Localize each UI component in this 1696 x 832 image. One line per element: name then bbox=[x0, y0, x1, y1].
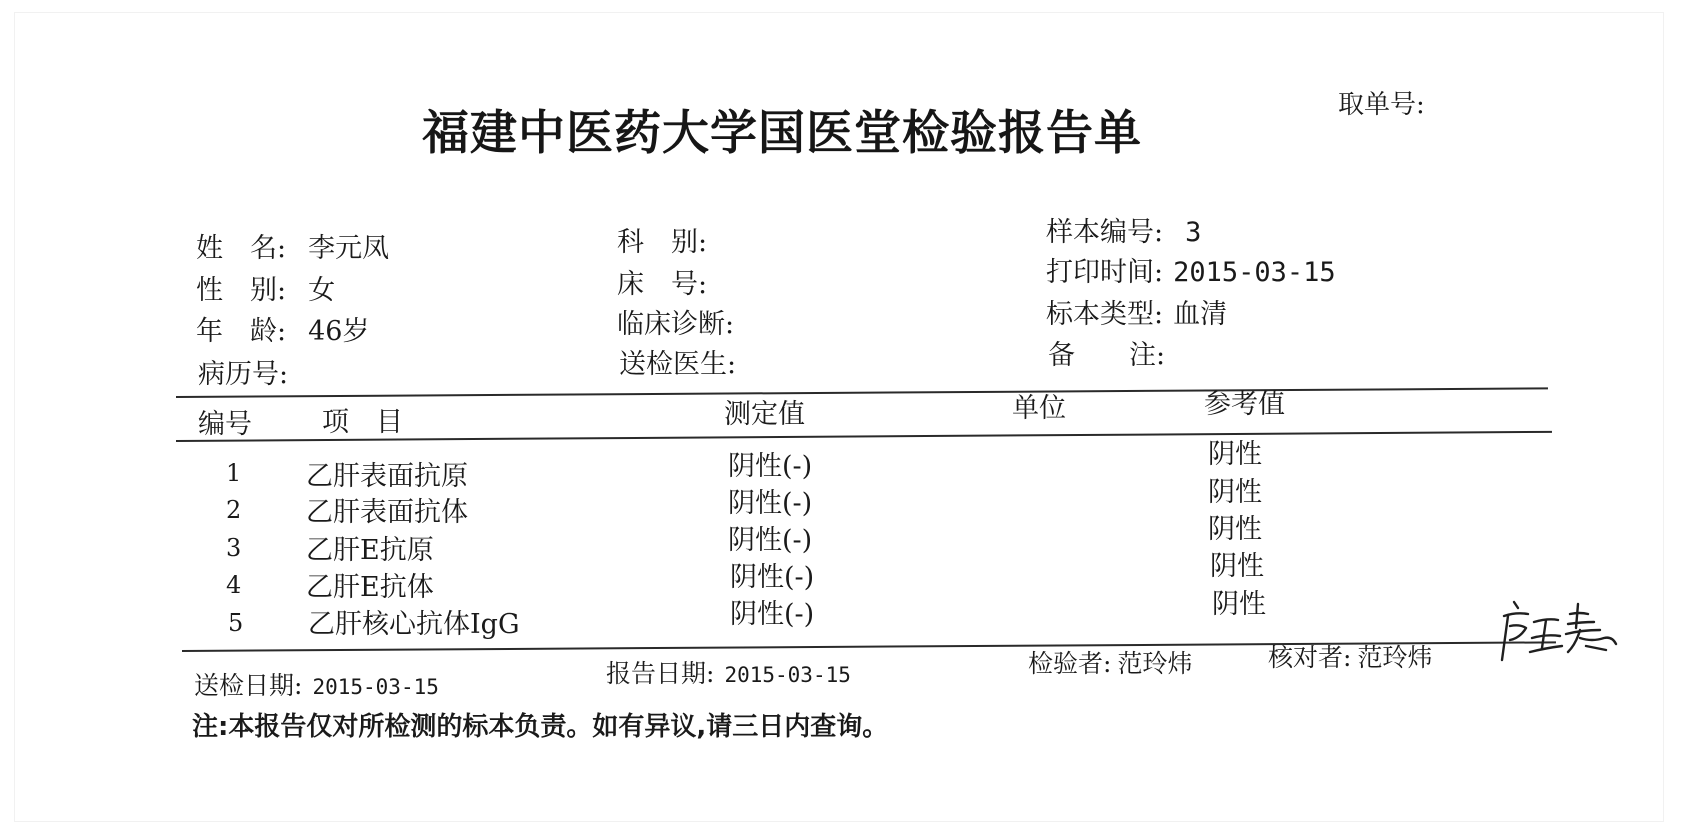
row-number: 4 bbox=[226, 571, 242, 599]
tester-label: 检验者: bbox=[1028, 649, 1112, 678]
row-item: 乙肝E抗体 bbox=[306, 572, 434, 603]
report-date-field bbox=[606, 654, 851, 690]
row-item: 乙肝表面抗体 bbox=[306, 497, 468, 528]
diagnosis-label: 临床诊断: bbox=[617, 309, 735, 340]
bed-number-label: 床 号: bbox=[617, 269, 708, 300]
row-number: 2 bbox=[226, 496, 242, 524]
row-number: 1 bbox=[226, 459, 242, 487]
header-number: 编号 bbox=[198, 409, 252, 440]
disclaimer-note: 注:本报告仅对所检测的标本负责。如有异议,请三日内查询。 bbox=[192, 712, 889, 742]
row-value: 阴性(-) bbox=[730, 599, 815, 630]
row-reference: 阴性 bbox=[1208, 477, 1262, 508]
handwritten-signature-icon bbox=[1496, 594, 1626, 674]
row-value: 阴性(-) bbox=[728, 488, 813, 519]
row-number: 5 bbox=[228, 609, 244, 637]
tester-name: 范玲炜 bbox=[1117, 649, 1193, 678]
age-field bbox=[196, 309, 369, 348]
row-reference: 阴性 bbox=[1208, 514, 1262, 545]
specimen-type-label: 标本类型: bbox=[1046, 299, 1164, 330]
print-time-label: 打印时间: bbox=[1046, 257, 1164, 288]
age-label: 年 龄: bbox=[196, 316, 287, 347]
patient-name: 李元凤 bbox=[308, 233, 390, 264]
remark-label: 备 注: bbox=[1048, 340, 1166, 371]
patient-age: 46岁 bbox=[308, 316, 370, 347]
send-date-label: 送检日期: bbox=[194, 671, 303, 700]
report-title: 福建中医药大学国医堂检验报告单 bbox=[422, 106, 1142, 161]
row-reference: 阴性 bbox=[1212, 589, 1266, 620]
checker-field bbox=[1268, 638, 1432, 674]
sample-number-field bbox=[1046, 210, 1201, 249]
report-date: 2015-03-15 bbox=[724, 663, 851, 687]
row-item: 乙肝核心抗体IgG bbox=[308, 609, 520, 640]
sample-number-label: 样本编号: bbox=[1046, 217, 1164, 248]
report-date-label: 报告日期: bbox=[606, 659, 715, 688]
fetch-number-label: 取单号: bbox=[1338, 90, 1425, 120]
header-reference: 参考值 bbox=[1204, 389, 1285, 420]
row-item: 乙肝E抗原 bbox=[306, 535, 434, 566]
row-reference: 阴性 bbox=[1208, 439, 1262, 470]
specimen-type-field bbox=[1046, 292, 1227, 331]
name-label: 姓 名: bbox=[196, 233, 287, 264]
gender-label: 性 别: bbox=[196, 275, 287, 306]
specimen-type: 血清 bbox=[1173, 299, 1228, 330]
gender-field bbox=[196, 268, 335, 307]
checker-name: 范玲炜 bbox=[1357, 643, 1433, 672]
row-number: 3 bbox=[226, 534, 242, 562]
header-item: 项 目 bbox=[322, 407, 403, 438]
department-label: 科 别: bbox=[617, 227, 708, 258]
doctor-label: 送检医生: bbox=[619, 349, 737, 380]
tester-field bbox=[1028, 644, 1192, 680]
row-value: 阴性(-) bbox=[730, 562, 815, 593]
send-date: 2015-03-15 bbox=[312, 675, 439, 699]
record-number-label: 病历号: bbox=[198, 359, 289, 390]
checker-label: 核对者: bbox=[1268, 643, 1352, 672]
row-value: 阴性(-) bbox=[728, 451, 813, 482]
patient-gender: 女 bbox=[308, 275, 336, 306]
row-item: 乙肝表面抗原 bbox=[306, 461, 468, 492]
header-unit: 单位 bbox=[1012, 393, 1066, 424]
name-field bbox=[196, 226, 389, 265]
row-reference: 阴性 bbox=[1210, 551, 1264, 582]
send-date-field bbox=[194, 666, 439, 702]
print-time: 2015-03-15 bbox=[1173, 257, 1336, 288]
print-time-field bbox=[1046, 250, 1336, 289]
row-value: 阴性(-) bbox=[728, 525, 813, 556]
header-value: 测定值 bbox=[724, 399, 805, 430]
sample-number: 3 bbox=[1185, 217, 1202, 248]
